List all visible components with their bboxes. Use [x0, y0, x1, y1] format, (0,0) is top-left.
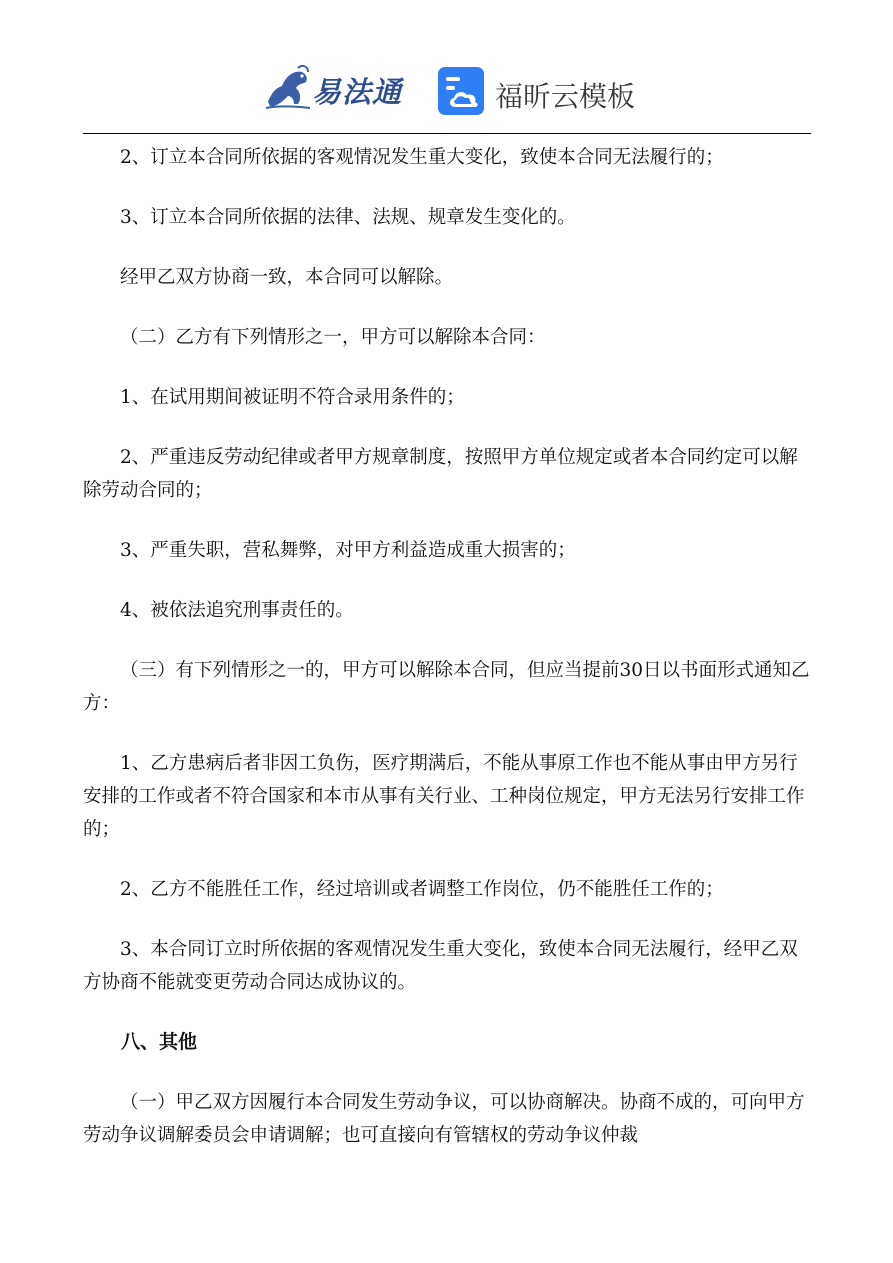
clause-paragraph: 4、被依法追究刑事责任的。: [120, 600, 354, 621]
clause-paragraph: 3、订立本合同所依据的法律、法规、规章发生变化的。: [120, 207, 576, 228]
header-divider: [83, 133, 811, 134]
yifatong-logo: [262, 62, 422, 114]
clause-paragraph: 1、乙方患病后者非因工负伤，医疗期满后，不能从事原工作也不能从事由甲方另行安排的工作或者不符合国家和本市从事有关行业、工种岗位规定，甲方无法另行安排工作的；: [83, 753, 805, 840]
qilin-emblem-icon: [262, 62, 314, 114]
cloud-document-icon: [437, 66, 487, 116]
section-subheading: （三）有下列情形之一的，甲方可以解除本合同，但应当提前30日以书面形式通知乙方：: [83, 660, 810, 714]
clause-paragraph: （一）甲乙双方因履行本合同发生劳动争议，可以协商解决。协商不成的，可向甲方劳动争议调解委员会申请调解；也可直接向有管辖权的劳动争议仲裁: [83, 1092, 805, 1146]
clause-paragraph: 3、严重失职，营私舞弊，对甲方利益造成重大损害的；: [120, 540, 576, 561]
clause-paragraph: 2、乙方不能胜任工作，经过培训或者调整工作岗位，仍不能胜任工作的；: [120, 879, 724, 900]
fuxin-cloud-template-logo: [437, 66, 637, 116]
yifatong-logo-text: 易法通: [312, 75, 403, 109]
clause-paragraph: 1、在试用期间被证明不符合录用条件的；: [120, 387, 465, 408]
clause-paragraph: 经甲乙双方协商一致，本合同可以解除。: [120, 267, 454, 288]
fuxin-logo-text: 福昕云模板: [495, 80, 636, 113]
clause-paragraph: 2、严重违反劳动纪律或者甲方规章制度，按照甲方单位规定或者本合同约定可以解除劳动合同的；: [83, 447, 798, 501]
page-header: [0, 0, 893, 136]
clause-paragraph: 2、订立本合同所依据的客观情况发生重大变化，致使本合同无法履行的；: [120, 147, 724, 168]
clause-paragraph: 3、本合同订立时所依据的客观情况发生重大变化，致使本合同无法履行，经甲乙双方协商不能就变更劳动合同达成协议的。: [83, 939, 798, 993]
section-subheading: （二）乙方有下列情形之一，甲方可以解除本合同：: [120, 327, 546, 348]
section-heading: 八、其他: [121, 1031, 198, 1053]
document-body: [83, 141, 813, 1179]
